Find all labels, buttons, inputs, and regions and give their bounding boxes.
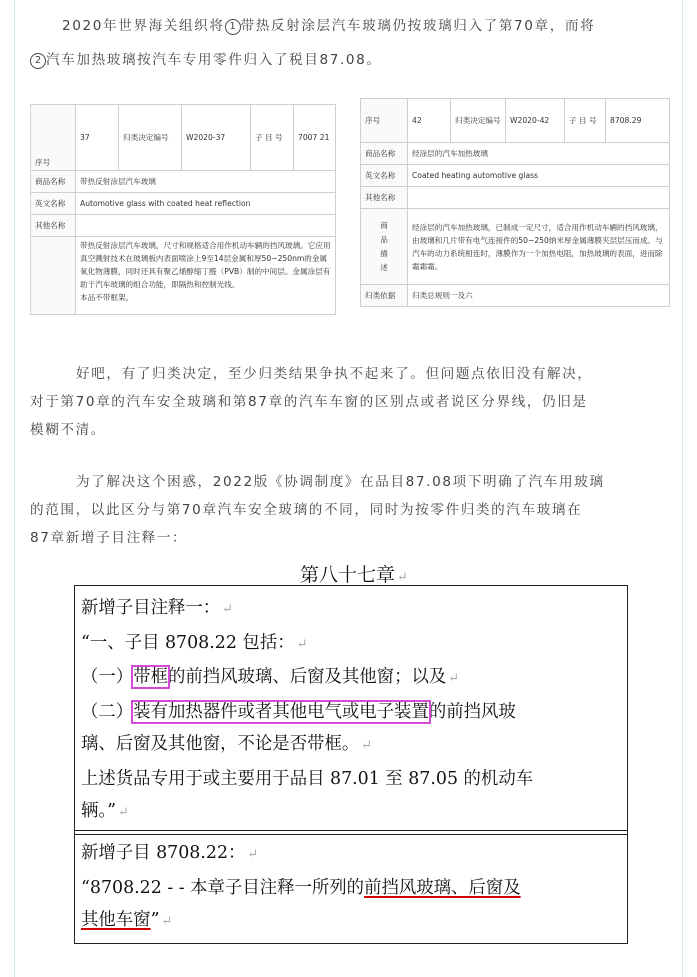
intro-text-2: 带热反射涂层汽车玻璃仍按玻璃归入了第70章，而将: [240, 18, 596, 34]
chapter-title: [300, 560, 408, 587]
desc-value: 经涂层的汽车加热玻璃，已制成一定尺寸，适合用作机动车辆的挡风玻璃，由玻璃和几片带有电气连接件的50~250纳米厚金属薄膜夹层层压而成。与汽车的动力系统相连时，薄膜作为一个加热电阻，加热玻璃的表面，进而除霜霜霜。: [408, 209, 670, 285]
other-name-label: 其他名称: [31, 215, 76, 237]
note-item-2-text-cont: 璃、后窗及其他窗，不论是否带框。: [81, 734, 360, 754]
seq-label: 序号: [31, 105, 76, 171]
en-name-label: 英文名称: [361, 165, 408, 187]
table-right: [360, 98, 670, 307]
desc-label-char-4: 述: [380, 262, 388, 272]
closing-quote: ”: [150, 910, 160, 930]
return-mark: ↵: [448, 671, 460, 686]
subheading-label: 子 目 号: [251, 105, 294, 171]
subheading-value: 7007 21: [294, 105, 336, 171]
paragraph-3-line-1: 为了解决这个困惑，2022版《协调制度》在品目87.08项下明确了汽车用玻璃: [76, 474, 605, 490]
desc-label-char-1: 商: [380, 220, 388, 230]
return-mark: ↵: [222, 602, 234, 617]
decision-value: W2020-42: [506, 99, 565, 143]
seq-value: 42: [408, 99, 451, 143]
paragraph-3-line-2: 的范围，以此区分与第70章汽车安全玻璃的不同，同时为按零件归类的汽车玻璃在: [30, 502, 583, 518]
intro-paragraph: [62, 12, 682, 40]
return-mark: ↵: [117, 805, 129, 820]
paragraph-3: [30, 468, 670, 552]
left-frame-line: [14, 0, 15, 977]
basis-value: 归类总规则一及六: [408, 285, 670, 307]
note-item-intro: “一、子目 8708.22 包括：: [81, 632, 295, 653]
en-name-value: Automotive glass with coated heat reflection: [76, 193, 336, 215]
return-mark: ↵: [247, 847, 259, 862]
return-mark: ↵: [397, 570, 408, 585]
note-scope-text-cont: 辆。”: [81, 801, 116, 821]
paragraph-2-line-1: 好吧，有了归类决定，至少归类结果争执不起来了。但问题点依旧没有解决，: [76, 366, 593, 382]
note-scope-text: 上述货品专用于或主要用于品目 87.01 至 87.05 的机动车: [81, 768, 534, 789]
name-value: 经涂层的汽车加热玻璃: [408, 143, 670, 165]
seq-value: 37: [76, 105, 119, 171]
highlight-heating-device: 装有加热器件或者其他电气或电子装置: [133, 701, 429, 722]
en-name-value: Coated heating automotive glass: [408, 165, 670, 187]
note-item-2-text: 的前挡风玻: [428, 701, 516, 722]
desc-value-2: 本品不带框架。: [80, 293, 134, 302]
return-mark: ↵: [161, 914, 173, 929]
intro-paragraph-line2: [30, 46, 670, 74]
desc-label-char-3: 描: [380, 248, 388, 258]
note-item-2-prefix: （二）: [81, 701, 134, 722]
note-item-1-text: 的前挡风玻璃、后窗及其他窗；以及: [167, 667, 447, 687]
underline-windshield: 前挡风玻璃、后窗及: [364, 877, 521, 898]
chapter-title-text: 第八十七章: [300, 564, 396, 586]
desc-label: [31, 237, 76, 315]
desc-label-char-2: 品: [380, 234, 388, 244]
basis-label: 归类依据: [361, 285, 408, 307]
table-left: [30, 104, 336, 315]
circle-number-2: 2: [30, 53, 46, 69]
subheading-note-box: [74, 585, 628, 835]
paragraph-3-line-3: 87章新增子目注释一：: [30, 530, 188, 546]
other-name-value: [76, 215, 336, 237]
return-mark: ↵: [296, 636, 308, 652]
desc-value: 带热反射涂层汽车玻璃，尺寸和规格适合用作机动车辆的挡风玻璃。它应用真空溅射技术在玻璃板内表面喷涂上9至14层金属和厚50~250nm的金属氧化物薄膜，同时还具有聚乙烯醇缩丁醛（PVB）制的中间层。金属涂层有助于汽车玻璃的组合功能，即隔热和控制光线。: [80, 241, 331, 289]
note-item-1-prefix: （一）: [81, 667, 134, 687]
paragraph-2: [30, 360, 670, 444]
paragraph-2-line-2: 对于第70章的汽车安全玻璃和第87章的汽车车窗的区别点或者说区分界线，仍旧是: [30, 394, 588, 410]
paragraph-2-line-3: 模糊不清。: [30, 422, 106, 438]
intro-text-1: 2020年世界海关组织将: [62, 18, 225, 34]
decision-label: 归类决定编号: [119, 105, 182, 171]
subheading-value: 8708.29: [606, 99, 670, 143]
circle-number-1: 1: [225, 19, 241, 35]
decision-value: W2020-37: [182, 105, 251, 171]
subheading-heading: 新增子目 8708.22：: [81, 843, 246, 863]
subheading-8708-22-box: [74, 830, 628, 944]
seq-label: 序号: [361, 99, 408, 143]
en-name-label: 英文名称: [31, 193, 76, 215]
underline-other-windows: 其他车窗: [81, 910, 151, 930]
desc-label: [361, 209, 408, 285]
return-mark: ↵: [361, 738, 373, 753]
other-name-value: [408, 187, 670, 209]
decision-label: 归类决定编号: [451, 99, 506, 143]
right-frame-line: [682, 0, 683, 977]
intro-text-3: 汽车加热玻璃按汽车专用零件归入了税目87.08。: [46, 52, 382, 68]
other-name-label: 其他名称: [361, 187, 408, 209]
highlight-framed: 带框: [133, 667, 168, 687]
note-heading: 新增子目注释一：: [81, 598, 221, 618]
name-label: 商品名称: [31, 171, 76, 193]
subheading-text: “8708.22 - - 本章子目注释一所列的: [81, 877, 365, 898]
subheading-label: 子 目 号: [565, 99, 606, 143]
name-label: 商品名称: [361, 143, 408, 165]
name-value: 带热反射涂层汽车玻璃: [76, 171, 336, 193]
